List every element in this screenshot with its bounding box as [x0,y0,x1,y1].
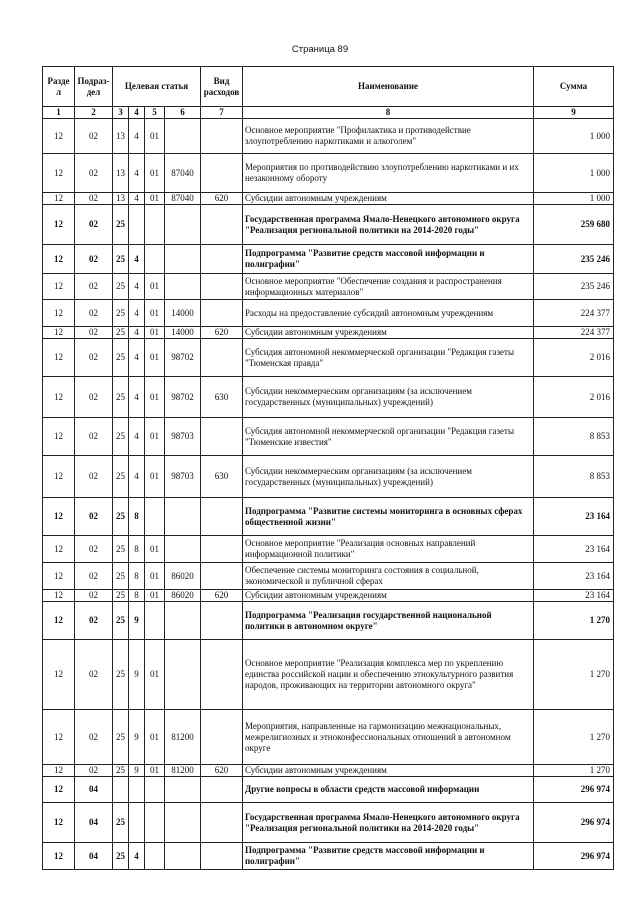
cell-target-3: 01 [145,456,165,498]
column-number: 5 [145,107,165,119]
cell-sum: 296 974 [534,803,614,843]
cell-podrazdel: 02 [75,456,113,498]
cell-vid [201,205,243,245]
cell-podrazdel: 04 [75,843,113,870]
cell-target-4: 81200 [165,765,201,777]
cell-target-3 [145,803,165,843]
cell-target-2: 9 [129,640,145,710]
cell-target-4 [165,498,201,536]
cell-podrazdel: 02 [75,602,113,640]
cell-target-1: 13 [113,193,129,205]
cell-name: Подпрограмма "Развитие средств массовой информации и полиграфии" [243,245,534,274]
cell-name: Расходы на предоставление субсидий автономным учреждениям [243,300,534,327]
table-row [43,602,614,640]
cell-target-3: 01 [145,536,165,563]
cell-target-2: 9 [129,765,145,777]
cell-target-3: 01 [145,418,165,456]
cell-podrazdel: 02 [75,339,113,377]
cell-target-3: 01 [145,590,165,602]
cell-sum: 296 974 [534,777,614,803]
cell-target-2: 9 [129,710,145,765]
cell-target-1: 25 [113,563,129,590]
table-row [43,536,614,563]
cell-target-2: 4 [129,274,145,300]
cell-razdel: 12 [43,777,75,803]
cell-target-3: 01 [145,327,165,339]
table-row [43,327,614,339]
cell-razdel: 12 [43,563,75,590]
cell-podrazdel: 02 [75,193,113,205]
cell-podrazdel: 04 [75,803,113,843]
cell-target-4 [165,536,201,563]
cell-podrazdel: 02 [75,418,113,456]
cell-podrazdel: 04 [75,777,113,803]
cell-vid [201,563,243,590]
cell-target-4 [165,803,201,843]
cell-podrazdel: 02 [75,498,113,536]
table-row [43,245,614,274]
column-number-row [43,107,614,119]
header-razdel: Разде л [43,67,75,107]
table-row [43,710,614,765]
cell-name: Государственная программа Ямало-Ненецкого автономного округа "Реализация региональной политики на 2014-2020 годы" [243,205,534,245]
cell-target-2: 8 [129,536,145,563]
cell-vid [201,843,243,870]
cell-target-2: 4 [129,193,145,205]
cell-target-3 [145,843,165,870]
cell-target-1: 25 [113,339,129,377]
cell-name: Другие вопросы в области средств массовой информации [243,777,534,803]
cell-target-2: 4 [129,418,145,456]
header-celevaya-statya: Целевая статья [113,67,201,107]
cell-target-4 [165,777,201,803]
table-row [43,300,614,327]
cell-sum: 23 164 [534,590,614,602]
cell-razdel: 12 [43,154,75,193]
cell-sum: 2 016 [534,339,614,377]
table-row [43,765,614,777]
cell-target-1: 25 [113,300,129,327]
cell-razdel: 12 [43,339,75,377]
cell-target-1: 25 [113,418,129,456]
table-row [43,803,614,843]
cell-target-4 [165,274,201,300]
cell-target-1: 25 [113,602,129,640]
cell-podrazdel: 02 [75,640,113,710]
cell-target-3: 01 [145,119,165,154]
cell-sum: 1 270 [534,640,614,710]
table-body [43,119,614,870]
cell-target-2: 4 [129,377,145,418]
cell-podrazdel: 02 [75,563,113,590]
cell-target-4: 87040 [165,193,201,205]
cell-target-4: 14000 [165,327,201,339]
cell-razdel: 12 [43,640,75,710]
cell-target-1: 13 [113,119,129,154]
cell-target-1: 25 [113,710,129,765]
budget-table [42,66,614,870]
cell-razdel: 12 [43,327,75,339]
cell-sum: 23 164 [534,563,614,590]
cell-razdel: 12 [43,498,75,536]
cell-sum: 8 853 [534,456,614,498]
cell-target-1: 25 [113,765,129,777]
cell-name: Субсидия автономной некоммерческой организации "Редакция газеты "Тюменская правда" [243,339,534,377]
cell-razdel: 12 [43,119,75,154]
column-number: 4 [129,107,145,119]
cell-vid: 620 [201,327,243,339]
cell-podrazdel: 02 [75,154,113,193]
cell-target-3 [145,602,165,640]
cell-target-1: 25 [113,590,129,602]
column-number: 2 [75,107,113,119]
cell-name: Мероприятия по противодействию злоупотреблению наркотиками и их незаконному обороту [243,154,534,193]
cell-vid [201,640,243,710]
cell-name: Субсидии автономным учреждениям [243,765,534,777]
column-number: 3 [113,107,129,119]
cell-podrazdel: 02 [75,377,113,418]
table-row [43,339,614,377]
cell-target-3: 01 [145,377,165,418]
cell-sum: 235 246 [534,245,614,274]
cell-target-2: 4 [129,300,145,327]
table-row [43,777,614,803]
cell-podrazdel: 02 [75,119,113,154]
cell-name: Мероприятия, направленные на гармонизацию межнациональных, межрелигиозных и этноконфессиональных отношений в автономном округе [243,710,534,765]
cell-name: Государственная программа Ямало-Ненецкого автономного округа "Реализация региональной политики на 2014-2020 годы" [243,803,534,843]
cell-target-1: 25 [113,456,129,498]
cell-target-1: 25 [113,536,129,563]
cell-target-2: 4 [129,456,145,498]
cell-target-4: 98703 [165,456,201,498]
cell-sum: 1 000 [534,193,614,205]
cell-target-4: 86020 [165,590,201,602]
cell-target-4 [165,843,201,870]
cell-razdel: 12 [43,205,75,245]
cell-target-2: 9 [129,602,145,640]
cell-target-3: 01 [145,300,165,327]
cell-target-2 [129,205,145,245]
table-row [43,154,614,193]
cell-target-2 [129,777,145,803]
cell-target-1 [113,777,129,803]
column-number: 1 [43,107,75,119]
cell-sum: 296 974 [534,843,614,870]
cell-sum: 1 000 [534,119,614,154]
table-row [43,640,614,710]
cell-sum: 8 853 [534,418,614,456]
cell-name: Подпрограмма "Реализация государственной национальной политики в автономном округе" [243,602,534,640]
cell-name: Обеспечение системы мониторинга состояния в социальной, экономической и публичной сферах [243,563,534,590]
column-number: 8 [243,107,534,119]
cell-razdel: 12 [43,274,75,300]
cell-target-1: 25 [113,498,129,536]
cell-name: Субсидии автономным учреждениям [243,327,534,339]
cell-sum: 224 377 [534,327,614,339]
cell-vid [201,602,243,640]
cell-target-4 [165,245,201,274]
cell-target-4: 86020 [165,563,201,590]
cell-razdel: 12 [43,765,75,777]
cell-podrazdel: 02 [75,300,113,327]
cell-sum: 1 270 [534,765,614,777]
cell-razdel: 12 [43,377,75,418]
cell-name: Подпрограмма "Развитие средств массовой информации и полиграфии" [243,843,534,870]
cell-podrazdel: 02 [75,536,113,563]
table-row [43,590,614,602]
cell-target-1: 25 [113,377,129,418]
cell-vid [201,339,243,377]
cell-vid [201,119,243,154]
column-number: 9 [534,107,614,119]
cell-target-3: 01 [145,640,165,710]
cell-target-4: 98703 [165,418,201,456]
cell-vid: 620 [201,590,243,602]
cell-name: Субсидии автономным учреждениям [243,590,534,602]
cell-sum: 224 377 [534,300,614,327]
cell-target-2: 4 [129,339,145,377]
cell-target-3: 01 [145,274,165,300]
cell-target-4 [165,119,201,154]
cell-razdel: 12 [43,536,75,563]
cell-razdel: 12 [43,300,75,327]
cell-sum: 259 680 [534,205,614,245]
cell-podrazdel: 02 [75,765,113,777]
cell-target-2: 8 [129,498,145,536]
cell-target-4 [165,640,201,710]
cell-vid [201,777,243,803]
cell-podrazdel: 02 [75,245,113,274]
header-naimenovanie: Наименование [243,67,534,107]
cell-target-3: 01 [145,710,165,765]
cell-razdel: 12 [43,803,75,843]
cell-target-1: 25 [113,274,129,300]
table-row [43,563,614,590]
cell-sum: 1 270 [534,710,614,765]
cell-podrazdel: 02 [75,327,113,339]
header-summa: Сумма [534,67,614,107]
table-row [43,119,614,154]
column-number: 7 [201,107,243,119]
cell-name: Основное мероприятие "Реализация основных направлений информационной политики" [243,536,534,563]
cell-target-1: 25 [113,803,129,843]
cell-target-3 [145,245,165,274]
cell-target-4: 87040 [165,154,201,193]
cell-vid: 620 [201,765,243,777]
cell-target-3: 01 [145,193,165,205]
cell-target-3 [145,205,165,245]
table-row [43,418,614,456]
table-row [43,205,614,245]
cell-target-1: 13 [113,154,129,193]
cell-vid [201,300,243,327]
cell-name: Подпрограмма "Развитие системы мониторинга в основных сферах общественной жизни" [243,498,534,536]
cell-sum: 235 246 [534,274,614,300]
cell-sum: 2 016 [534,377,614,418]
cell-target-4: 81200 [165,710,201,765]
cell-podrazdel: 02 [75,274,113,300]
header-vid-rashodov: Вид расходов [201,67,243,107]
table-row [43,377,614,418]
cell-name: Субсидии автономным учреждениям [243,193,534,205]
cell-vid [201,536,243,563]
cell-vid: 630 [201,456,243,498]
cell-vid [201,710,243,765]
cell-target-1: 25 [113,327,129,339]
cell-target-1: 25 [113,640,129,710]
cell-razdel: 12 [43,245,75,274]
cell-vid: 630 [201,377,243,418]
cell-target-2: 8 [129,563,145,590]
cell-razdel: 12 [43,193,75,205]
cell-vid: 620 [201,193,243,205]
cell-razdel: 12 [43,590,75,602]
cell-vid [201,274,243,300]
cell-target-4: 98702 [165,339,201,377]
cell-target-1: 25 [113,843,129,870]
cell-razdel: 12 [43,843,75,870]
cell-sum: 1 000 [534,154,614,193]
table-row [43,498,614,536]
cell-target-3: 01 [145,765,165,777]
cell-name: Субсидия автономной некоммерческой организации "Редакция газеты "Тюменские известия" [243,418,534,456]
cell-target-4 [165,602,201,640]
cell-target-3: 01 [145,339,165,377]
cell-vid [201,245,243,274]
cell-podrazdel: 02 [75,590,113,602]
cell-target-4 [165,205,201,245]
cell-target-4: 14000 [165,300,201,327]
cell-vid [201,154,243,193]
page-number: Страница 89 [291,44,349,55]
cell-name: Основное мероприятие "Профилактика и противодействие злоупотреблению наркотиками и алкоголем" [243,119,534,154]
cell-sum: 1 270 [534,602,614,640]
cell-target-3 [145,777,165,803]
cell-vid [201,418,243,456]
cell-target-3: 01 [145,154,165,193]
cell-name: Основное мероприятие "Обеспечение создания и распространения информационных материалов" [243,274,534,300]
cell-name: Основное мероприятие "Реализация комплекса мер по укреплению единства российской нации и обеспечению этнокультурного развития народов, проживающих на территории автономного округа" [243,640,534,710]
cell-vid [201,803,243,843]
table-row [43,456,614,498]
cell-target-2: 4 [129,843,145,870]
cell-target-2: 4 [129,154,145,193]
header-podrazdel: Подраз-дел [75,67,113,107]
cell-razdel: 12 [43,710,75,765]
cell-target-3: 01 [145,563,165,590]
cell-sum: 23 164 [534,498,614,536]
cell-target-2: 8 [129,590,145,602]
table-row [43,274,614,300]
cell-podrazdel: 02 [75,205,113,245]
cell-target-4: 98702 [165,377,201,418]
cell-name: Субсидии некоммерческим организациям (за исключением государственных (муниципальных) учреждений) [243,456,534,498]
cell-podrazdel: 02 [75,710,113,765]
column-number: 6 [165,107,201,119]
cell-name: Субсидии некоммерческим организациям (за исключением государственных (муниципальных) учреждений) [243,377,534,418]
cell-razdel: 12 [43,418,75,456]
cell-target-2 [129,803,145,843]
table-row [43,193,614,205]
cell-razdel: 12 [43,602,75,640]
cell-target-2: 4 [129,119,145,154]
cell-target-1: 25 [113,205,129,245]
cell-sum: 23 164 [534,536,614,563]
cell-vid [201,498,243,536]
cell-target-2: 4 [129,245,145,274]
cell-razdel: 12 [43,456,75,498]
cell-target-3 [145,498,165,536]
cell-target-1: 25 [113,245,129,274]
cell-target-2: 4 [129,327,145,339]
table-row [43,843,614,870]
